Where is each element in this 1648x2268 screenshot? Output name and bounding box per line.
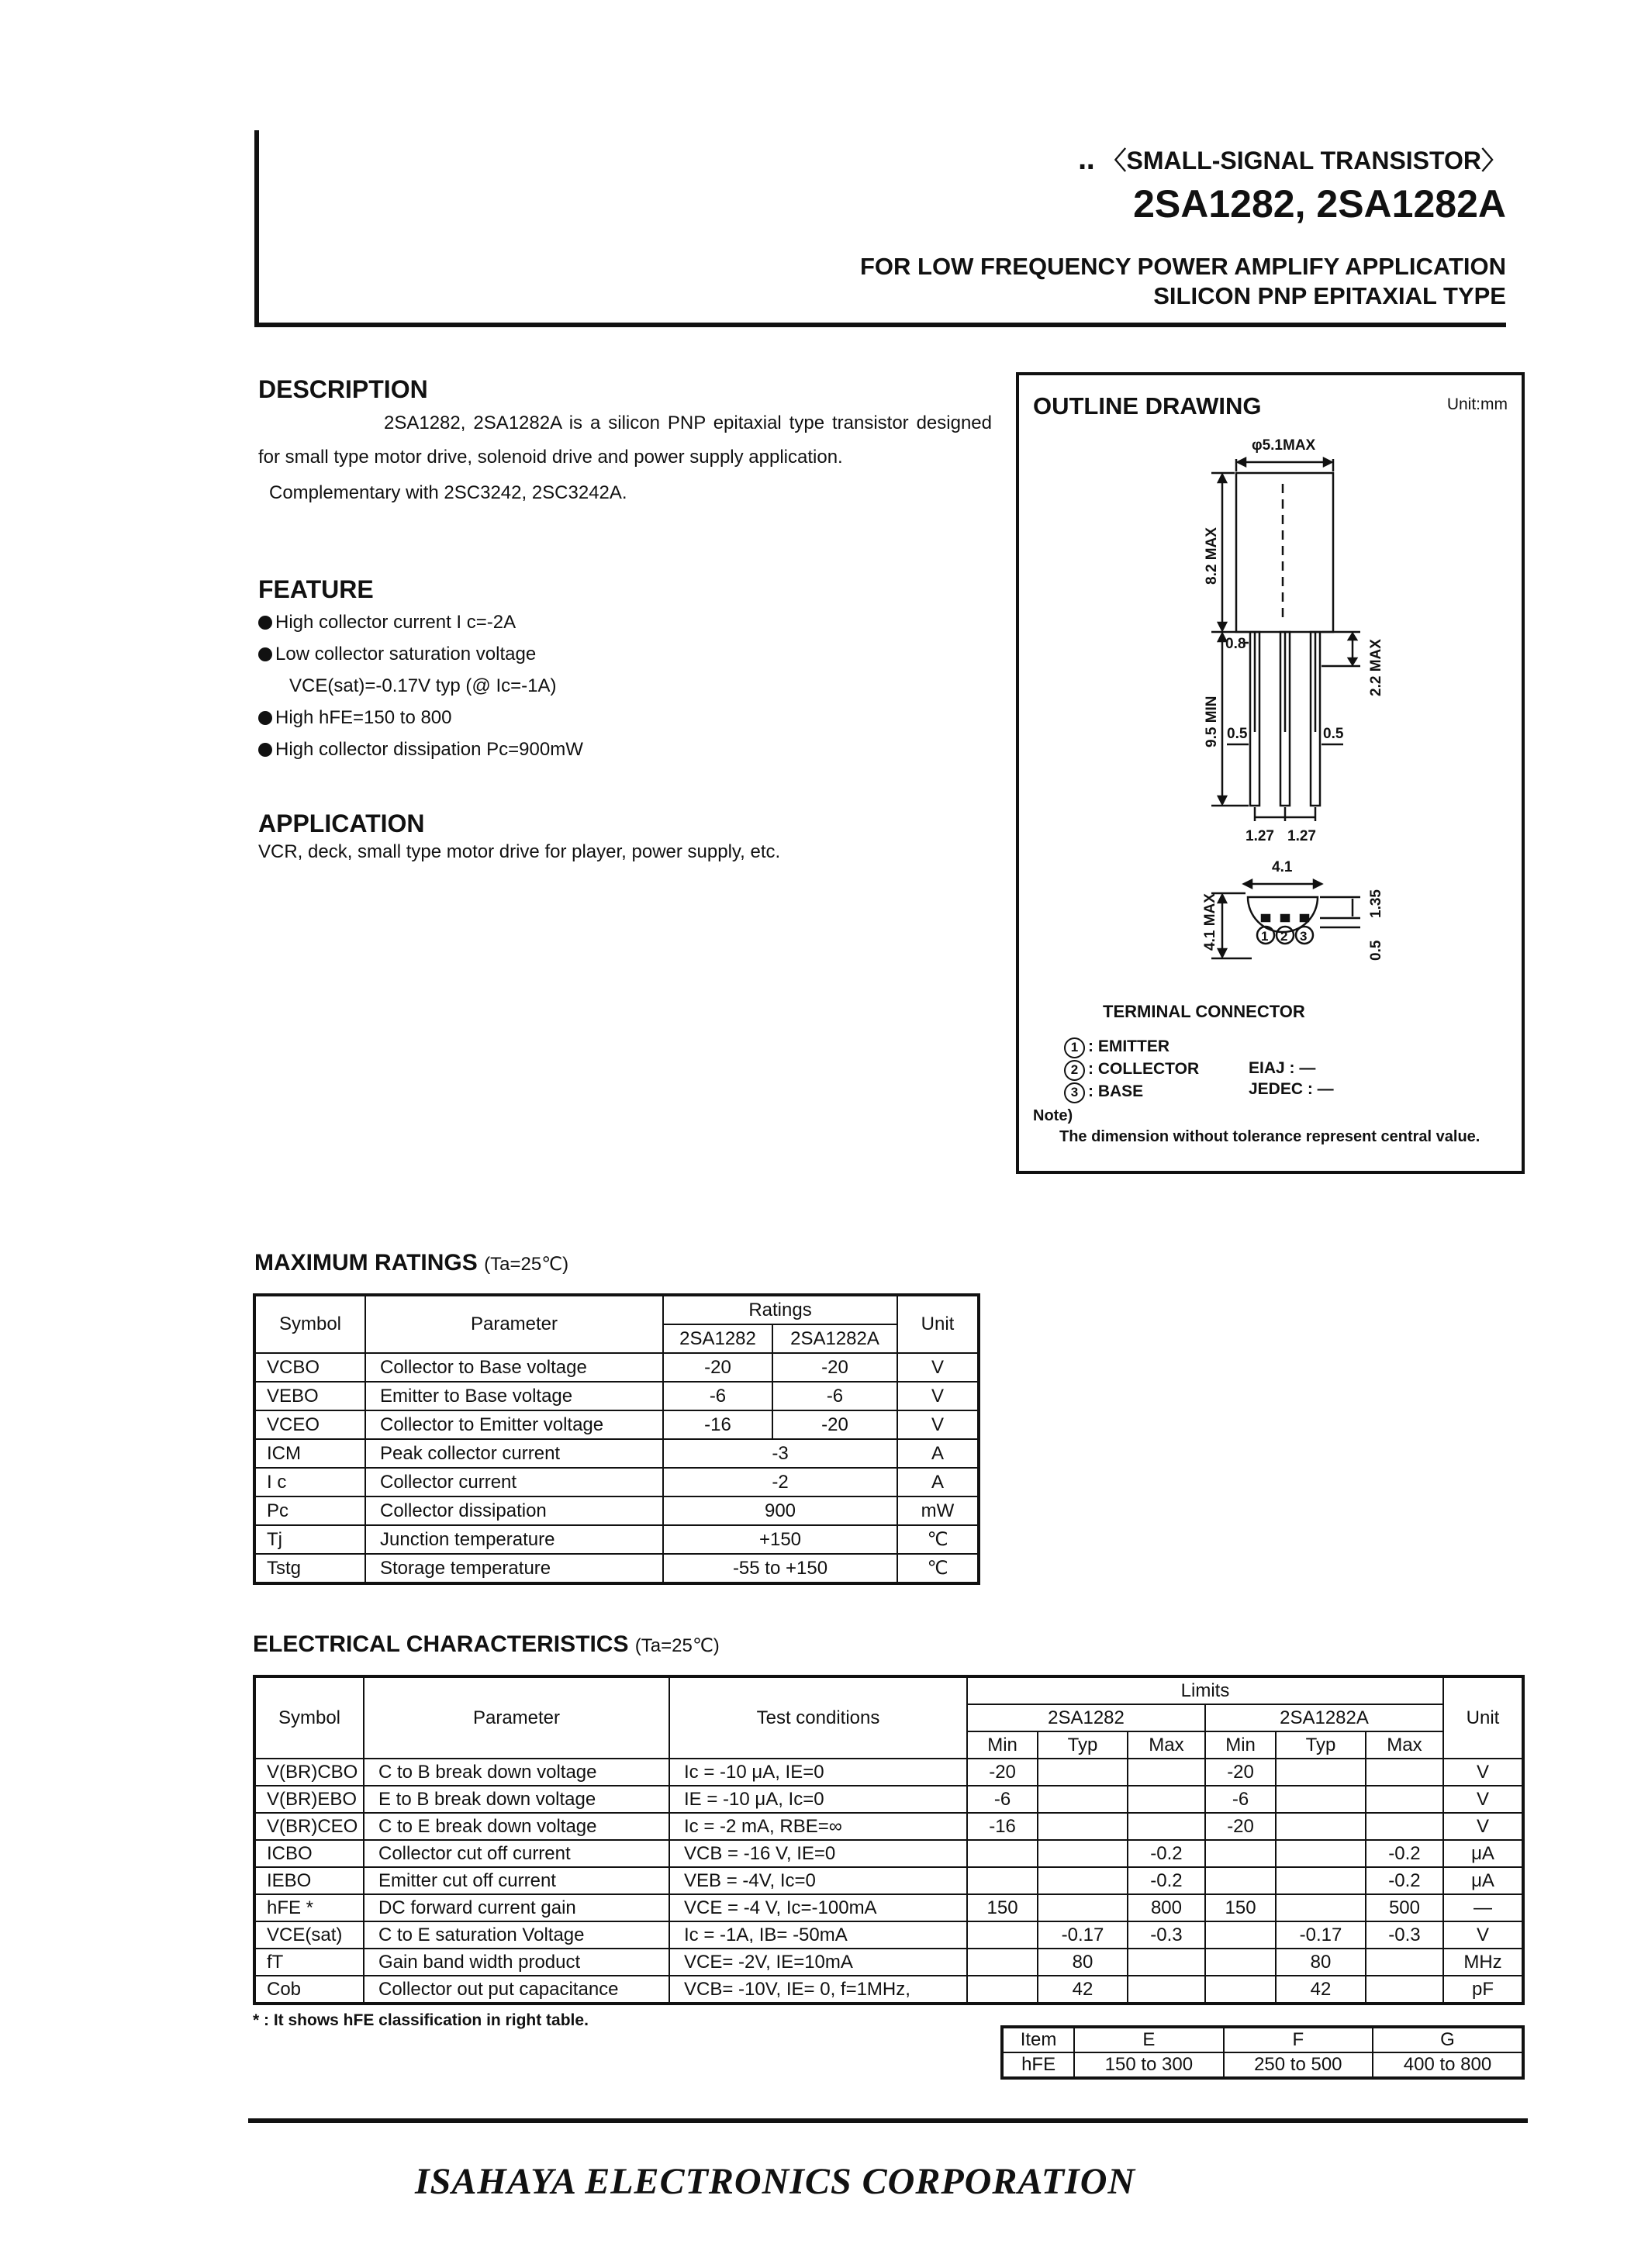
th-model-2: 2SA1282A [1205,1704,1443,1731]
table-row: IEBO Emitter cut off current VEB = -4V, Ic=0 -0.2 -0.2 μA [254,1867,1523,1894]
bullet-icon [258,616,272,630]
package-drawing [1019,375,1522,996]
model-title: 2SA1282, 2SA1282A [1133,182,1506,226]
table-row: Pc Collector dissipation 900 mW [254,1496,979,1525]
dim-width-4-1: 4.1 [1272,859,1293,875]
electrical-characteristics-table: Symbol Parameter Test conditions Limits Unit 2SA1282 2SA1282A Min Typ Max Min Typ Max V(BR)CBO C to B break down voltage Ic = -10 μA, IE=0 -20 -20 V V(BR)EBO E to B break down voltage IE = -10 μA, Ic=0 -6 -6 V V(BR)CEO C to E break down voltage Ic = -2 mA, RBE=∞ -16 -20 V ICBO Collector cut off current VCB = -16 V, IE=0 -0.2 -0.2 μA IEBO Emitter cut off current VEB = -4V, Ic=0 -0.2 -0.2 μA hFE * DC forward current gain VCE = -4 V, Ic=-100mA 150 800 150 500 — VCE(sat) C to E saturation Voltage Ic = -1A, IB= -50mA -0.17 -0.3 -0.17 -0.3 V fT Gain band width product VCE= -2V, IE=10mA 80 80 MHz Cob Collector out put capacitance VCB= -10V, IE= 0, f=1MHz, 42 42 pF [253,1675,1525,2005]
header-block [254,130,1506,327]
table-row: Tstg Storage temperature -55 to +150 ℃ [254,1554,979,1583]
table-row: ICM Peak collector current -3 A [254,1439,979,1468]
pin-number-badge: 3 [1064,1082,1085,1103]
jedec-label: JEDEC : — [1249,1080,1334,1098]
th-symbol: Symbol [254,1676,364,1759]
dim-pitch-2: 1.27 [1287,828,1316,844]
pin-number-badge: 2 [1064,1060,1085,1081]
unit-label: Unit:mm [1446,395,1508,413]
footer-rule [248,2118,1528,2123]
feature-item: High collector current I c=-2A [258,606,956,638]
pin-item: 1 : EMITTER [1064,1036,1199,1058]
th-model-1: 2SA1282 [967,1704,1205,1731]
note [1033,1106,1480,1148]
dim-lead-length: 9.5 MIN [1204,696,1220,747]
table-row: VEBO Emitter to Base voltage -6 -6 V [254,1382,979,1410]
table-row: V(BR)CBO C to B break down voltage Ic = -10 μA, IE=0 -20 -20 V [254,1759,1523,1786]
feature-item: Low collector saturation voltage [258,638,956,670]
table-row: hFE * DC forward current gain VCE = -4 V, Ic=-100mA 150 800 150 500 — [254,1894,1523,1921]
dim-diameter: φ5.1MAX [1252,437,1316,454]
table-row: V(BR)CEO C to E break down voltage Ic = -2 mA, RBE=∞ -16 -20 V [254,1813,1523,1840]
table-row: VCE(sat) C to E saturation Voltage Ic = -1A, IB= -50mA -0.17 -0.3 -0.17 -0.3 V [254,1921,1523,1949]
elec-title: ELECTRICAL CHARACTERISTICS (Ta=25℃) [253,1631,720,1657]
pin-num-1: 1 [1261,929,1269,944]
complementary-text: Complementary with 2SC3242, 2SC3242A. [269,482,627,503]
feature-item: VCE(sat)=-0.17V typ (@ Ic=-1A) [289,675,557,696]
table-row: VCEO Collector to Emitter voltage -16 -20 V [254,1410,979,1439]
feature-item: High collector dissipation Pc=900mW [258,734,956,765]
footnote: * : It shows hFE classification in right table. [253,2011,589,2029]
feature-section [258,572,956,765]
description-section [258,372,992,510]
pin-item: 2 : COLLECTOR [1064,1058,1199,1081]
th-symbol: Symbol [254,1295,365,1353]
description-title: DESCRIPTION [258,375,428,403]
standards [1249,1058,1334,1099]
dim-0-5-bottom: 0.5 [1368,940,1384,961]
note-text: The dimension without tolerance represent central value. [1059,1128,1480,1145]
th-ratings: Ratings [663,1295,897,1324]
table-row: ICBO Collector cut off current VCB = -16 V, IE=0 -0.2 -0.2 μA [254,1840,1523,1867]
th-model-1: 2SA1282 [663,1324,772,1353]
outline-title: OUTLINE DRAWING [1033,392,1262,419]
application-line-2: SILICON PNP EPITAXIAL TYPE [1153,282,1506,309]
bullet-icon [258,711,272,725]
max-ratings-table [253,1293,980,1585]
dim-pitch-1: 1.27 [1246,828,1274,844]
application-section [258,806,956,864]
table-row: I c Collector current -2 A [254,1468,979,1496]
hfe-classification-table: Item E F G hFE 150 to 300 250 to 500 400 to 800 [1000,2025,1525,2080]
application-line-1: FOR LOW FREQUENCY POWER AMPLIFY APPLICATION [860,253,1506,280]
th-parameter: Parameter [365,1295,663,1353]
dim-2-2-max: 2.2 MAX [1368,639,1384,696]
th-test-conditions: Test conditions [669,1676,967,1759]
dim-0-5-right: 0.5 [1323,726,1344,742]
pin-num-2: 2 [1280,929,1288,944]
description-text: 2SA1282, 2SA1282A is a silicon PNP epitaxial type transistor designed for small type motor drive, solenoid drive and power supply application. [258,413,992,468]
pin-list [1064,1036,1199,1103]
dim-height-max: 8.2 MAX [1204,527,1220,585]
table-row: VCBO Collector to Base voltage -20 -20 V [254,1353,979,1382]
feature-item: High hFE=150 to 800 [258,702,956,734]
category-label: ‥ 〈SMALL-SIGNAL TRANSISTOR〉 [1078,147,1506,174]
outline-drawing-box [1016,372,1525,1174]
note-title: Note) [1033,1107,1073,1124]
table-row: Tj Junction temperature +150 ℃ [254,1525,979,1554]
th-limits: Limits [967,1676,1443,1704]
pin-num-3: 3 [1300,929,1308,944]
th-unit: Unit [897,1295,979,1353]
pin-item: 3 : BASE [1064,1081,1199,1103]
max-ratings-title: MAXIMUM RATINGS (Ta=25℃) [254,1250,569,1276]
dim-0-8: 0.8 [1225,636,1246,652]
bullet-icon [258,743,272,757]
company-name: ISAHAYA ELECTRONICS CORPORATION [415,2161,1136,2202]
eiaj-label: EIAJ : — [1249,1059,1316,1077]
application-title: APPLICATION [258,810,425,837]
dim-1-35: 1.35 [1368,889,1384,918]
terminal-connector-title: TERMINAL CONNECTOR [1103,1002,1305,1021]
pin-number-badge: 1 [1064,1037,1085,1058]
transistor-body [1236,473,1333,632]
th-unit: Unit [1443,1676,1523,1759]
th-parameter: Parameter [364,1676,669,1759]
th-model-2: 2SA1282A [772,1324,897,1353]
table-row: Cob Collector out put capacitance VCB= -10V, IE= 0, f=1MHz, 42 42 pF [254,1976,1523,2004]
application-text: VCR, deck, small type motor drive for player, power supply, etc. [258,841,781,862]
feature-title: FEATURE [258,575,374,603]
table-row: fT Gain band width product VCE= -2V, IE=10mA 80 80 MHz [254,1949,1523,1976]
dim-height-4-1-max: 4.1 MAX [1202,893,1218,951]
table-row: V(BR)EBO E to B break down voltage IE = -10 μA, Ic=0 -6 -6 V [254,1786,1523,1813]
dim-0-5-left: 0.5 [1227,726,1248,742]
bullet-icon [258,647,272,661]
